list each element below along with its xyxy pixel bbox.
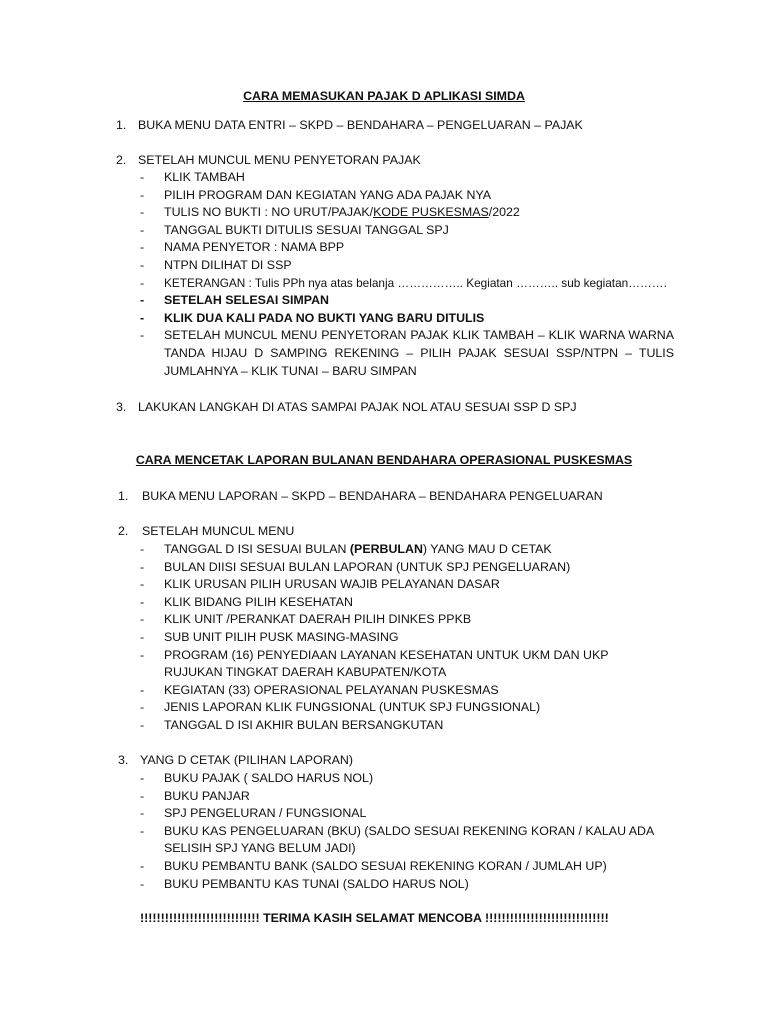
list-item: - SUB UNIT PILIH PUSK MASING-MASING: [140, 629, 399, 644]
step-number: 1.: [116, 118, 127, 132]
kode-puskesmas-text: KODE PUSKESMAS: [373, 205, 489, 220]
list-item: - KLIK DUA KALI PADA NO BUKTI YANG BARU DITULIS: [140, 310, 485, 325]
list-item: - SPJ PENGELURAN / FUNGSIONAL: [140, 806, 367, 821]
list-item: - TANGGAL D ISI SESUAI BULAN (PERBULAN) YANG MAU D CETAK: [140, 542, 552, 556]
list-item: - KLIK UNIT /PERANKAT DAERAH PILIH DINKES PPKB: [140, 612, 472, 627]
list-item: - SETELAH MUNCUL MENU PENYETORAN PAJAK KLIK TAMBAH – KLIK WARNA WARNA TANDA HIJAU D SAMPING REKENING – PILIH PAJAK SESUAI SSP/NTPN – TULIS JUMLAHNYA – KLIK TUNAI – BARU SIMPAN: [140, 328, 674, 378]
list-item: - NAMA PENYETOR : NAMA BPP: [140, 240, 345, 255]
step-number: 3.: [116, 400, 127, 414]
closing-message: !!!!!!!!!!!!!!!!!!!!!!!!!!!!! TERIMA KASIH SELAMAT MENCOBA !!!!!!!!!!!!!!!!!!!!!!!!!!!!!!: [140, 911, 609, 925]
section2-step2-list: [140, 541, 660, 735]
list-item: - BUKU PAJAK ( SALDO HARUS NOL): [140, 771, 374, 785]
step-number: 2.: [116, 153, 127, 167]
list-item: - TANGGAL D ISI AKHIR BULAN BERSANGKUTAN: [140, 717, 444, 732]
list-item: - PROGRAM (16) PENYEDIAAN LAYANAN KESEHATAN UNTUK UKM DAN UKP RUJUKAN TINGKAT DAERAH KABUPATEN/KOTA: [140, 647, 609, 680]
list-item: - KLIK URUSAN PILIH URUSAN WAJIB PELAYANAN DASAR: [140, 577, 500, 592]
step-number: 1.: [118, 489, 129, 503]
section2-step3-list: [140, 770, 680, 893]
section2-title: CARA MENCETAK LAPORAN BULANAN BENDAHARA OPERASIONAL PUSKESMAS: [135, 453, 633, 467]
list-item: - BUKU KAS PENGELUARAN (BKU) (SALDO SESUAI REKENING KORAN / KALAU ADA SELISIH SPJ YANG BELUM JADI): [140, 823, 654, 856]
list-item: - BUKU PANJAR: [140, 788, 250, 803]
list-item: - TANGGAL BUKTI DITULIS SESUAI TANGGAL SPJ: [140, 222, 449, 237]
list-item: - KLIK TAMBAH: [140, 170, 245, 184]
list-item: - PILIH PROGRAM DAN KEGIATAN YANG ADA PAJAK NYA: [140, 187, 492, 202]
section1-title: CARA MEMASUKAN PAJAK D APLIKASI SIMDA: [243, 89, 525, 103]
list-item: - BUKU PEMBANTU BANK (SALDO SESUAI REKENING KORAN / JUMLAH UP): [140, 858, 607, 873]
step-number: 3.: [118, 753, 129, 767]
section1-step2-list: [140, 169, 674, 380]
step-number: 2.: [118, 524, 129, 538]
list-item: - KEGIATAN (33) OPERASIONAL PELAYANAN PUSKESMAS: [140, 682, 499, 697]
step-text: LAKUKAN LANGKAH DI ATAS SAMPAI PAJAK NOL ATAU SESUAI SSP D SPJ: [138, 400, 577, 414]
step-text: BUKA MENU LAPORAN – SKPD – BENDAHARA – BENDAHARA PENGELUARAN: [142, 489, 603, 503]
list-item: - TULIS NO BUKTI : NO URUT/PAJAK/KODE PUSKESMAS/2022: [140, 205, 520, 220]
list-item: - SETELAH SELESAI SIMPAN: [140, 293, 329, 308]
step-text: SETELAH MUNCUL MENU: [142, 524, 295, 538]
list-item: - NTPN DILIHAT DI SSP: [140, 257, 292, 272]
list-item: - BULAN DIISI SESUAI BULAN LAPORAN (UNTUK SPJ PENGELUARAN): [140, 559, 571, 574]
step-text: YANG D CETAK (PILIHAN LAPORAN): [140, 753, 353, 767]
list-item: - BUKU PEMBANTU KAS TUNAI (SALDO HARUS NOL): [140, 876, 469, 891]
step-text: SETELAH MUNCUL MENU PENYETORAN PAJAK: [138, 153, 421, 167]
list-item: - JENIS LAPORAN KLIK FUNGSIONAL (UNTUK SPJ FUNGSIONAL): [140, 700, 541, 715]
list-item: - KETERANGAN : Tulis PPh nya atas belanja …………….. Kegiatan ……….. sub kegiatan……….: [140, 275, 667, 290]
list-item: - KLIK BIDANG PILIH KESEHATAN: [140, 594, 353, 609]
step-text: BUKA MENU DATA ENTRI – SKPD – BENDAHARA – PENGELUARAN – PAJAK: [138, 118, 583, 132]
